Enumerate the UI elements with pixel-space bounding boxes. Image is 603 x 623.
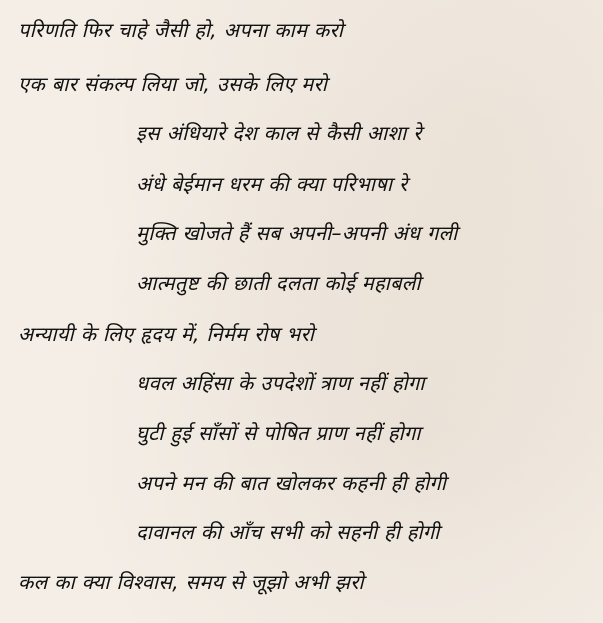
poem-line: मुक्ति खोजते हैं सब अपनी–अपनी अंध गली — [136, 221, 458, 245]
poem-line: अपने मन की बात खोलकर कहनी ही होगी — [136, 471, 447, 495]
poem-line: धवल अहिंसा के उपदेशों त्राण नहीं होगा — [136, 371, 425, 395]
poem-line: घुटी हुई साँसों से पोषित प्राण नहीं होगा — [136, 421, 421, 445]
poem-line: एक बार संकल्प लिया जो, उसके लिए मरो — [18, 72, 328, 96]
poem-line: अन्यायी के लिए हृदय में, निर्मम रोष भरो — [18, 322, 315, 346]
poem-line: दावानल की आँच सभी को सहनी ही होगी — [136, 520, 440, 544]
poem-line: आत्मतुष्ट की छाती दलता कोई महाबली — [136, 271, 421, 295]
poem-line: अंधे बेईमान धरम की क्या परिभाषा रे — [136, 172, 408, 196]
poem-line: परिणति फिर चाहे जैसी हो, अपना काम करो — [18, 18, 344, 42]
poem-line: कल का क्या विश्वास, समय से जूझो अभी झरो — [18, 570, 364, 594]
poem-line: इस अंधियारे देश काल से कैसी आशा रे — [136, 121, 422, 145]
